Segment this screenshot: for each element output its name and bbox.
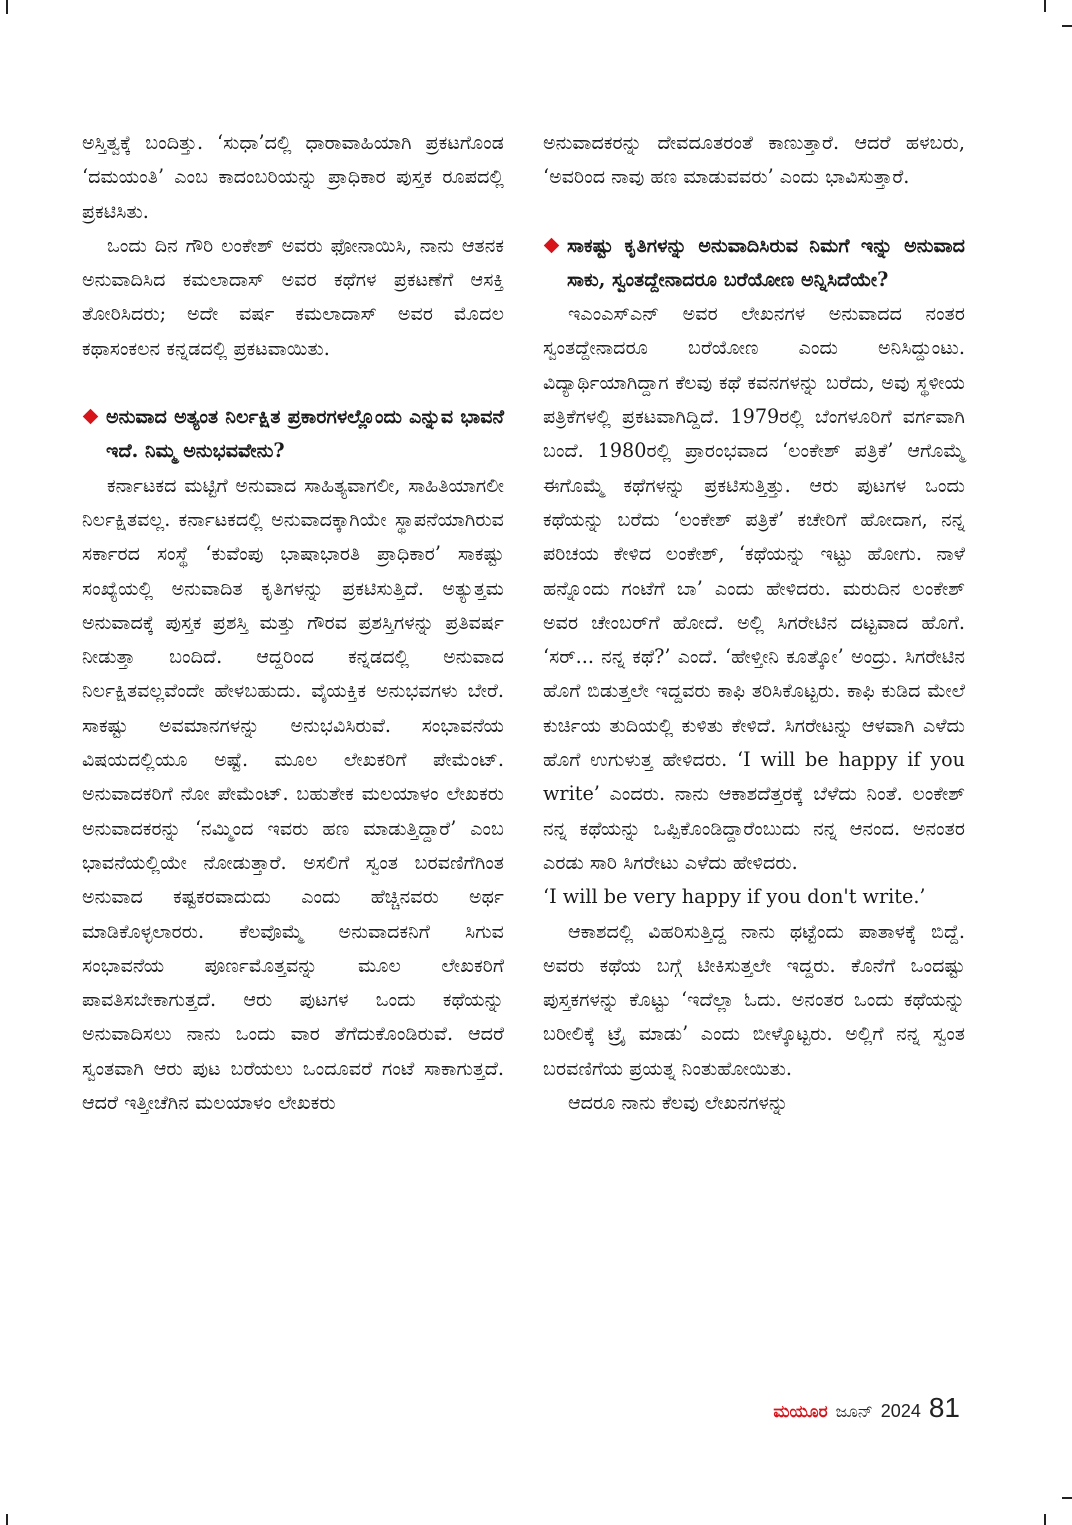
page-number: 81 <box>928 1392 960 1423</box>
magazine-logo: ಮಯೂರ <box>773 1402 828 1422</box>
right-paragraph-1: ಅನುವಾದಕರನ್ನು ದೇವದೂತರಂತೆ ಕಾಣುತ್ತಾರೆ. ಆದರೆ ಹಳಬರು, ‘ಅವರಿಂದ ನಾವು ಹಣ ಮಾಡುವವರು’ ಎಂದು ಭಾವಿಸುತ್ತಾರೆ. <box>543 131 965 189</box>
interview-question-1 <box>82 400 504 469</box>
left-paragraph-1: ಅಸ್ತಿತ್ವಕ್ಕೆ ಬಂದಿತ್ತು. ‘ಸುಧಾ’ದಲ್ಲಿ ಧಾರಾವಾಹಿಯಾಗಿ ಪ್ರಕಟಗೊಂಡ ‘ದಮಯಂತಿ’ ಎಂಬ ಕಾದಂಬರಿಯನ್ನು ಪ್ರಾಧಿಕಾರ ಪುಸ್ತಕ ರೂಪದಲ್ಲಿ ಪ್ರಕಟಿಸಿತು. <box>82 131 504 223</box>
crop-mark-right-upper <box>1062 25 1072 27</box>
crop-mark-bottom-left <box>6 1514 8 1525</box>
crop-mark-right-lower <box>1062 1497 1072 1499</box>
issue-year: 2024 <box>880 1401 921 1421</box>
red-diamond-bullet-icon <box>83 409 99 425</box>
red-diamond-bullet-icon <box>544 237 560 253</box>
crop-mark-bottom-right <box>1044 1514 1046 1525</box>
english-quote: ‘I will be very happy if you don't write.’ <box>543 885 926 909</box>
left-paragraph-2: ಒಂದು ದಿನ ಗೌರಿ ಲಂಕೇಶ್ ಅವರು ಫೋನಾಯಿಸಿ, ನಾನು ಆತನಕ ಅನುವಾದಿಸಿದ ಕಮಲಾದಾಸ್ ಅವರ ಕಥೆಗಳ ಪ್ರಕಟಣೆಗೆ ಆಸಕ್ತಿ ತೋರಿಸಿದರು; ಅದೇ ವರ್ಷ ಕಮಲಾದಾಸ್ ಅವರ ಮೊದಲ ಕಥಾಸಂಕಲನ ಕನ್ನಡದಲ್ಲಿ ಪ್ರಕಟವಾಯಿತು. <box>82 233 504 360</box>
crop-mark-top-left <box>6 0 8 14</box>
spacer <box>82 366 504 400</box>
interview-question-2 <box>543 229 965 298</box>
page-footer <box>773 1392 960 1424</box>
right-paragraph-3: ಆಕಾಶದಲ್ಲಿ ವಿಹರಿಸುತ್ತಿದ್ದ ನಾನು ಥಟ್ಟೆಂದು ಪಾತಾಳಕ್ಕೆ ಬಿದ್ದೆ. ಅವರು ಕಥೆಯ ಬಗ್ಗೆ ಟೀಕಿಸುತ್ತಲೇ ಇದ್ದರು. ಕೊನೆಗೆ ಒಂದಷ್ಟು ಪುಸ್ತಕಗಳನ್ನು ಕೊಟ್ಟು ‘ಇದೆಲ್ಲಾ ಓದು. ಅನಂತರ ಒಂದು ಕಥೆಯನ್ನು ಬರೀಲಿಕ್ಕೆ ಟ್ರೈ ಮಾಡು’ ಎಂದು ಬೀಳ್ಕೊಟ್ಟರು. ಅಲ್ಲಿಗೆ ನನ್ನ ಸ್ವಂತ ಬರವಣಿಗೆಯ ಪ್ರಯತ್ನ ನಿಂತುಹೋಯಿತು. <box>543 919 965 1080</box>
issue-month: ಜೂನ್ <box>835 1402 873 1422</box>
question-1-text: ಅನುವಾದ ಅತ್ಯಂತ ನಿರ್ಲಕ್ಷಿತ ಪ್ರಕಾರಗಳಲ್ಲೊಂದು ಎನ್ನುವ ಭಾವನೆ ಇದೆ. ನಿಮ್ಮ ಅನುಭವವೇನು? <box>106 405 504 463</box>
spacer <box>543 195 965 229</box>
right-column <box>543 126 965 1120</box>
crop-mark-top-right <box>1044 0 1046 12</box>
left-paragraph-3: ಕರ್ನಾಟಕದ ಮಟ್ಟಿಗೆ ಅನುವಾದ ಸಾಹಿತ್ಯವಾಗಲೀ, ಸಾಹಿತಿಯಾಗಲೀ ನಿರ್ಲಕ್ಷಿತವಲ್ಲ. ಕರ್ನಾಟಕದಲ್ಲಿ ಅನುವಾದಕ್ಕಾಗಿಯೇ ಸ್ಥಾಪನೆಯಾಗಿರುವ ಸರ್ಕಾರದ ಸಂಸ್ಥೆ ‘ಕುವೆಂಪು ಭಾಷಾಭಾರತಿ ಪ್ರಾಧಿಕಾರ’ ಸಾಕಷ್ಟು ಸಂಖ್ಯೆಯಲ್ಲಿ ಅನುವಾದಿತ ಕೃತಿಗಳನ್ನು ಪ್ರಕಟಿಸುತ್ತಿದೆ. ಅತ್ಯುತ್ತಮ ಅನುವಾದಕ್ಕೆ ಪುಸ್ತಕ ಪ್ರಶಸ್ತಿ ಮತ್ತು ಗೌರವ ಪ್ರಶಸ್ತಿಗಳನ್ನು ಪ್ರತಿವರ್ಷ ನೀಡುತ್ತಾ ಬಂದಿದೆ. ಆದ್ದರಿಂದ ಕನ್ನಡದಲ್ಲಿ ಅನುವಾದ ನಿರ್ಲಕ್ಷಿತವಲ್ಲವೆಂದೇ ಹೇಳಬಹುದು. ವೈಯಕ್ತಿಕ ಅನುಭವಗಳು ಬೇರೆ. ಸಾಕಷ್ಟು ಅವಮಾನಗಳನ್ನು ಅನುಭವಿಸಿರುವೆ. ಸಂಭಾವನೆಯ ವಿಷಯದಲ್ಲಿಯೂ ಅಷ್ಟೆ. ಮೂಲ ಲೇಖಕರಿಗೆ ಪೇಮೆಂಟ್. ಅನುವಾದಕರಿಗೆ ನೋ ಪೇಮೆಂಟ್. ಬಹುತೇಕ ಮಲಯಾಳಂ ಲೇಖಕರು ಅನುವಾದಕರನ್ನು ‘ನಮ್ಮಿಂದ ಇವರು ಹಣ ಮಾಡುತ್ತಿದ್ದಾರೆ’ ಎಂಬ ಭಾವನೆಯಲ್ಲಿಯೇ ನೋಡುತ್ತಾರೆ. ಅಸಲಿಗೆ ಸ್ವಂತ ಬರವಣಿಗೆಗಿಂತ ಅನುವಾದ ಕಷ್ಟಕರವಾದುದು ಎಂದು ಹೆಚ್ಚಿನವರು ಅರ್ಥ ಮಾಡಿಕೊಳ್ಳಲಾರರು. ಕೆಲವೊಮ್ಮೆ ಅನುವಾದಕನಿಗೆ ಸಿಗುವ ಸಂಭಾವನೆಯ ಪೂರ್ಣಮೊತ್ತವನ್ನು ಮೂಲ ಲೇಖಕರಿಗೆ ಪಾವತಿಸಬೇಕಾಗುತ್ತದೆ. ಆರು ಪುಟಗಳ ಒಂದು ಕಥೆಯನ್ನು ಅನುವಾದಿಸಲು ನಾನು ಒಂದು ವಾರ ತೆಗೆದುಕೊಂಡಿರುವೆ. ಆದರೆ ಸ್ವಂತವಾಗಿ ಆರು ಪುಟ ಬರೆಯಲು ಒಂದೂವರೆ ಗಂಟೆ ಸಾಕಾಗುತ್ತದೆ. ಆದರೆ ಇತ್ತೀಚೆಗಿನ ಮಲಯಾಳಂ ಲೇಖಕರು <box>82 473 504 1115</box>
left-column <box>82 126 504 1120</box>
right-paragraph-4: ಆದರೂ ನಾನು ಕೆಲವು ಲೇಖನಗಳನ್ನು <box>567 1091 789 1115</box>
question-2-text: ಸಾಕಷ್ಟು ಕೃತಿಗಳನ್ನು ಅನುವಾದಿಸಿರುವ ನಿಮಗೆ ಇನ್ನು ಅನುವಾದ ಸಾಕು, ಸ್ವಂತದ್ದೇನಾದರೂ ಬರೆಯೋಣ ಅನ್ನಿಸಿದೆಯೇ? <box>567 233 965 291</box>
right-paragraph-2: ಇಎಂಎಸ್‌ಎನ್ ಅವರ ಲೇಖನಗಳ ಅನುವಾದದ ನಂತರ ಸ್ವಂತದ್ದೇನಾದರೂ ಬರೆಯೋಣ ಎಂದು ಅನಿಸಿದ್ದುಂಟು. ವಿದ್ಯಾರ್ಥಿಯಾಗಿದ್ದಾಗ ಕೆಲವು ಕಥೆ ಕವನಗಳನ್ನು ಬರೆದು, ಅವು ಸ್ಥಳೀಯ ಪತ್ರಿಕೆಗಳಲ್ಲಿ ಪ್ರಕಟವಾಗಿದ್ದಿದೆ. 1979ರಲ್ಲಿ ಬೆಂಗಳೂರಿಗೆ ವರ್ಗವಾಗಿ ಬಂದೆ. 1980ರಲ್ಲಿ ಪ್ರಾರಂಭವಾದ ‘ಲಂಕೇಶ್ ಪತ್ರಿಕೆ’ ಆಗೊಮ್ಮೆ ಈಗೊಮ್ಮೆ ಕಥೆಗಳನ್ನು ಪ್ರಕಟಿಸುತ್ತಿತ್ತು. ಆರು ಪುಟಗಳ ಒಂದು ಕಥೆಯನ್ನು ಬರೆದು ‘ಲಂಕೇಶ್ ಪತ್ರಿಕೆ’ ಕಚೇರಿಗೆ ಹೋದಾಗ, ನನ್ನ ಪರಿಚಯ ಕೇಳಿದ ಲಂಕೇಶ್, ‘ಕಥೆಯನ್ನು ಇಟ್ಟು ಹೋಗು. ನಾಳೆ ಹನ್ನೊಂದು ಗಂಟೆಗೆ ಬಾ’ ಎಂದು ಹೇಳಿದರು. ಮರುದಿನ ಲಂಕೇಶ್ ಅವರ ಚೇಂಬರ್‌ಗೆ ಹೋದೆ. ಅಲ್ಲಿ ಸಿಗರೇಟಿನ ದಟ್ಟವಾದ ಹೊಗೆ. ‘ಸರ್... ನನ್ನ ಕಥೆ?’ ಎಂದೆ. ‘ಹೇಳ್ತೀನಿ ಕೂತ್ಕೋ’ ಅಂದ್ರು. ಸಿಗರೇಟಿನ ಹೊಗೆ ಬಿಡುತ್ತಲೇ ಇದ್ದವರು ಕಾಫಿ ತರಿಸಿಕೊಟ್ಟರು. ಕಾಫಿ ಕುಡಿದ ಮೇಲೆ ಕುರ್ಚಿಯ ತುದಿಯಲ್ಲಿ ಕುಳಿತು ಕೇಳಿದೆ. ಸಿಗರೇಟನ್ನು ಆಳವಾಗಿ ಎಳೆದು ಹೊಗೆ ಉಗುಳುತ್ತ ಹೇಳಿದರು. ‘I will be happy if you write’ ಎಂದರು. ನಾನು ಆಕಾಶದೆತ್ತರಕ್ಕೆ ಬೆಳೆದು ನಿಂತೆ. ಲಂಕೇಶ್ ನನ್ನ ಕಥೆಯನ್ನು ಒಪ್ಪಿಕೊಂಡಿದ್ದಾರೆಂಬುದು ನನ್ನ ಆನಂದ. ಅನಂತರ ಎರಡು ಸಾರಿ ಸಿಗರೇಟು ಎಳೆದು ಹೇಳಿದರು. <box>543 302 965 874</box>
